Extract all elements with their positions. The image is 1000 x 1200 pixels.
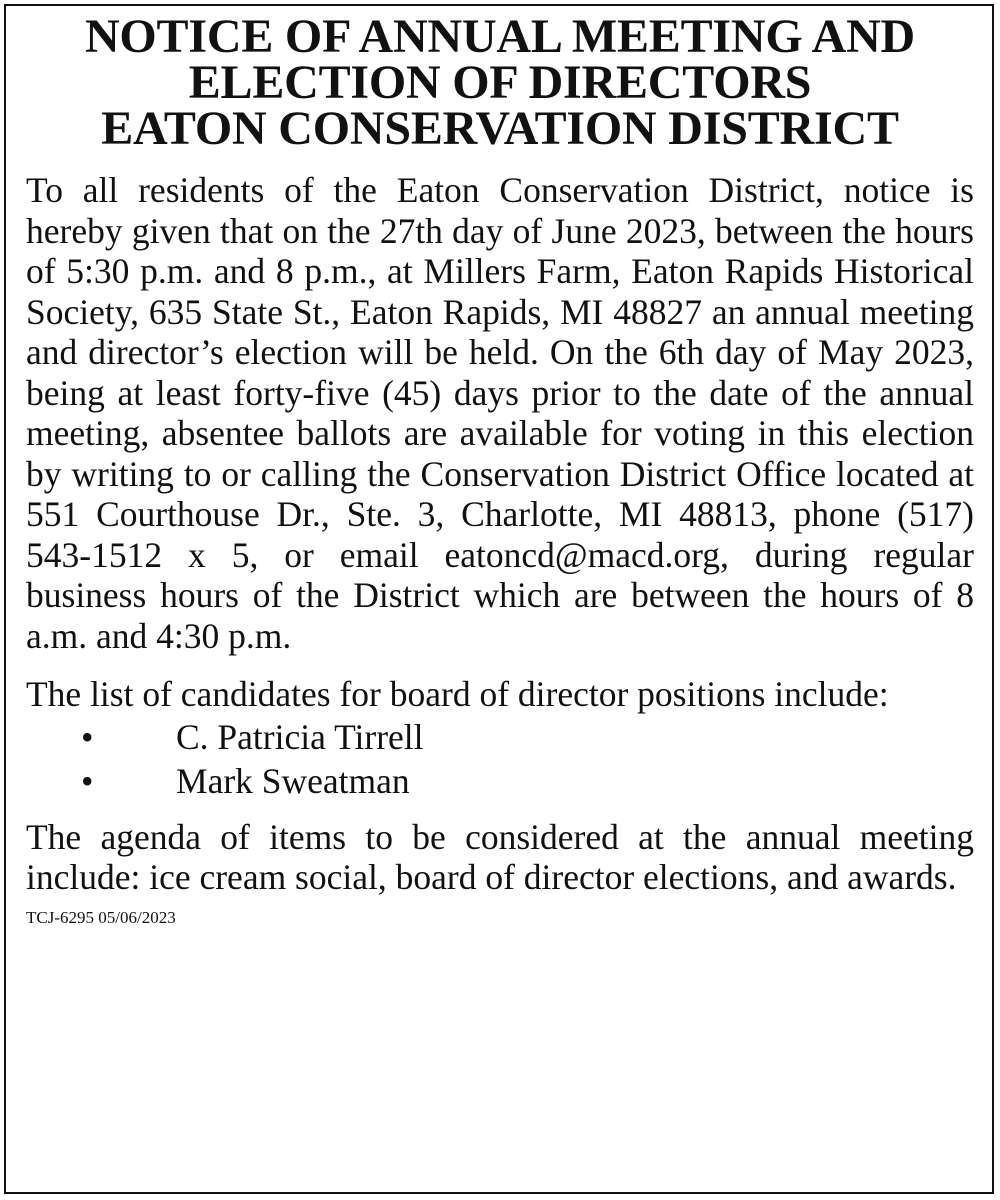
notice-body	[26, 10, 974, 928]
list-item	[26, 715, 974, 759]
bullet-icon: •	[81, 716, 94, 757]
title-line-3: EATON CONSERVATION DISTRICT	[101, 102, 899, 155]
candidate-list	[26, 715, 974, 803]
agenda-paragraph: The agenda of items to be considered at the annual meeting include: ice cream social, board of director elections, and awards.	[26, 816, 974, 897]
title-line-2: ELECTION OF DIRECTORS	[188, 56, 812, 109]
bullet-icon: •	[81, 760, 94, 801]
title-line-1: NOTICE OF ANNUAL MEETING AND	[84, 10, 916, 63]
candidate-name: Mark Sweatman	[176, 760, 410, 801]
list-item	[26, 759, 974, 803]
candidates-intro-paragraph: The list of candidates for board of director positions include:	[26, 674, 889, 714]
candidate-name: C. Patricia Tirrell	[176, 716, 424, 757]
publication-code: TCJ-6295 05/06/2023	[26, 907, 176, 927]
meeting-details-paragraph: To all residents of the Eaton Conservation District, notice is hereby given that on the 27th day of June 2023, between the hours of 5:30 p.m. and 8 p.m., at Millers Farm, Eaton Rapids Historical Society, 635 State St., Eaton Rapids, MI 48827 an annual meeting and director’s election will be held. On the 6th day of May 2023, being at least forty-five (45) days prior to the date of the annual meeting, absentee ballots are available for voting in this election by writing to or calling the Conservation District Office located at 551 Courthouse Dr., Ste. 3, Charlotte, MI 48813, phone (517) 543-1512 x 5, or email eatoncd@​macd.org, during regular business hours of the District which are between the hours of 8 a.m. and 4:30 p.m.	[26, 170, 974, 656]
notice-title	[26, 10, 974, 155]
